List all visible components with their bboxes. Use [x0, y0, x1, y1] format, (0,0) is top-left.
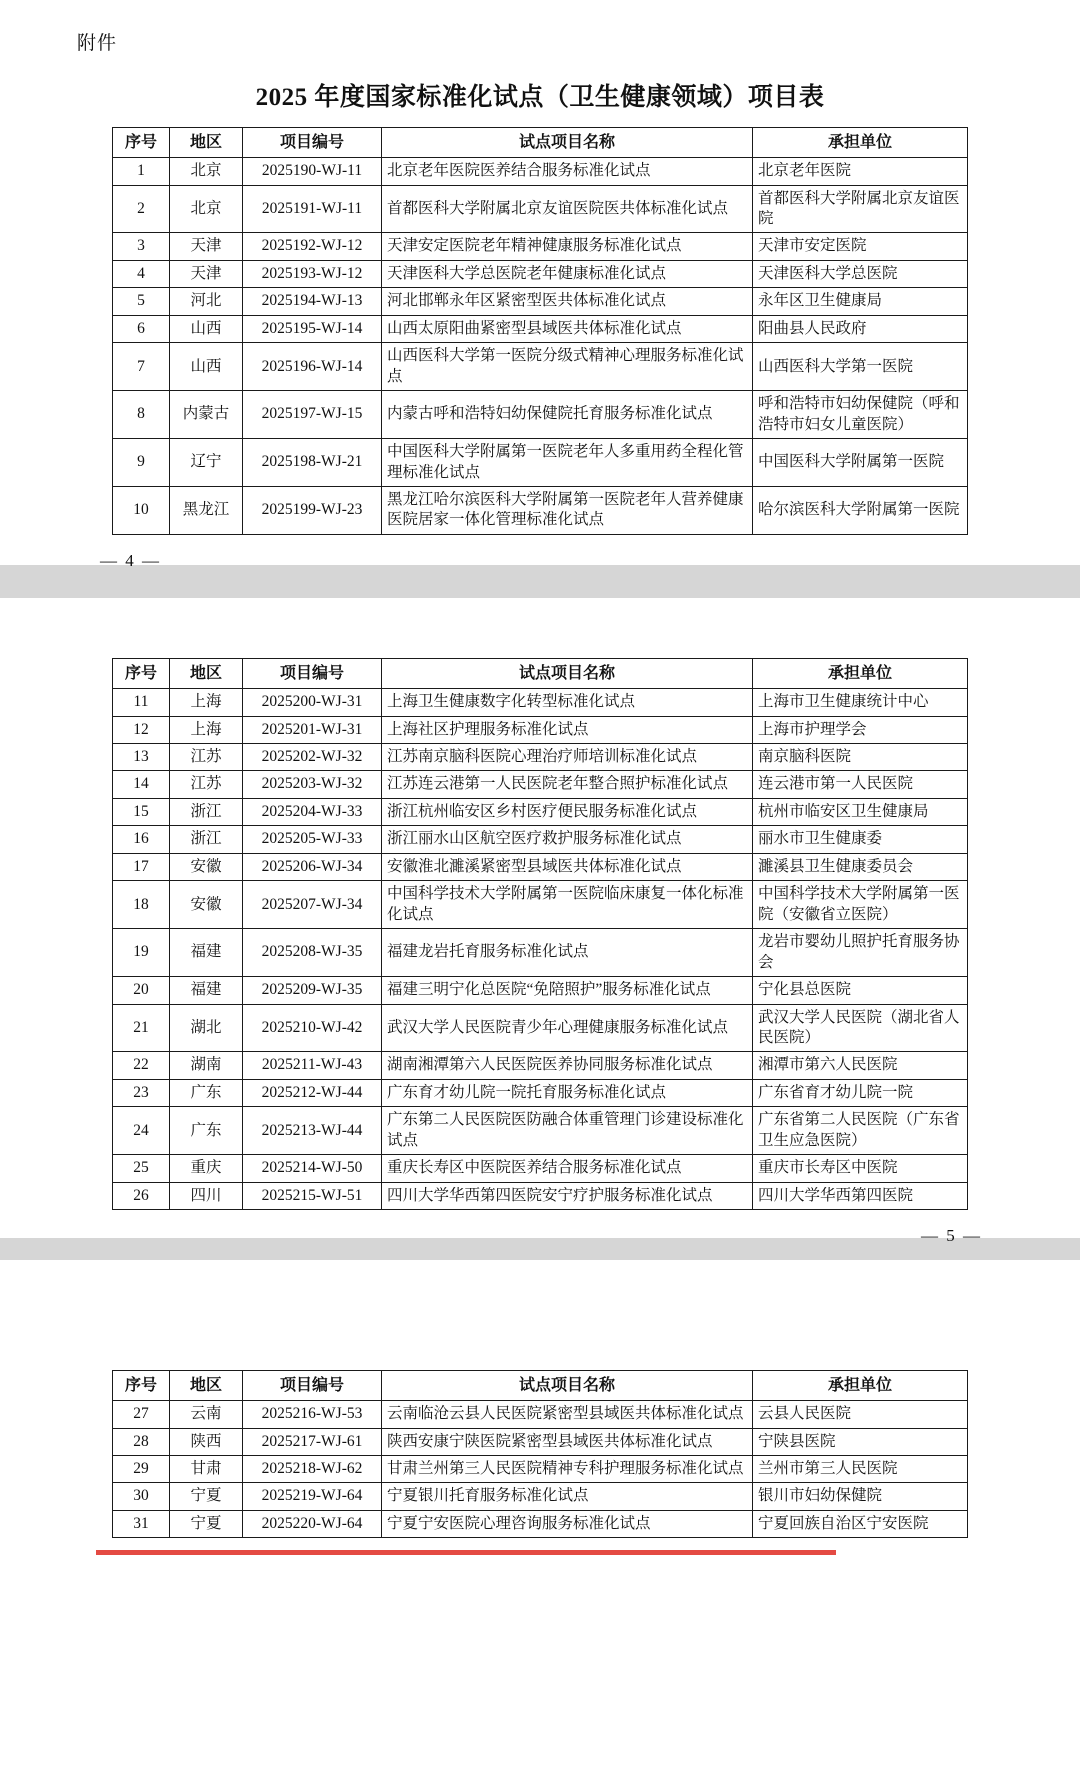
- cell-no: 31: [113, 1510, 170, 1537]
- cell-no: 12: [113, 716, 170, 743]
- table-row: [113, 853, 968, 880]
- cell-code: 2025219-WJ-64: [243, 1483, 382, 1510]
- column-header-code: 项目编号: [243, 1371, 382, 1401]
- table-row: [113, 1428, 968, 1455]
- cell-code: 2025216-WJ-53: [243, 1401, 382, 1428]
- cell-region: 浙江: [170, 798, 243, 825]
- cell-org: 兰州市第三人民医院: [753, 1456, 968, 1483]
- cell-no: 20: [113, 977, 170, 1004]
- cell-org: 宁化县总医院: [753, 977, 968, 1004]
- table-row: [113, 487, 968, 535]
- cell-code: 2025193-WJ-12: [243, 260, 382, 287]
- cell-name: 河北邯郸永年区紧密型医共体标准化试点: [382, 288, 753, 315]
- cell-org: 山西医科大学第一医院: [753, 343, 968, 391]
- cell-name: 江苏连云港第一人民医院老年整合照护标准化试点: [382, 771, 753, 798]
- cell-code: 2025198-WJ-21: [243, 439, 382, 487]
- table-row: [113, 716, 968, 743]
- cell-no: 13: [113, 744, 170, 771]
- cell-region: 天津: [170, 260, 243, 287]
- cell-region: 北京: [170, 185, 243, 233]
- table-body-page-5: [113, 689, 968, 1210]
- cell-code: 2025195-WJ-14: [243, 315, 382, 342]
- cell-no: 25: [113, 1155, 170, 1182]
- cell-region: 湖南: [170, 1052, 243, 1079]
- cell-org: 广东省育才幼儿院一院: [753, 1079, 968, 1106]
- cell-org: 银川市妇幼保健院: [753, 1483, 968, 1510]
- cell-no: 24: [113, 1107, 170, 1155]
- cell-name: 中国医科大学附属第一医院老年人多重用药全程化管理标准化试点: [382, 439, 753, 487]
- cell-name: 广东育才幼儿院一院托育服务标准化试点: [382, 1079, 753, 1106]
- cell-code: 2025197-WJ-15: [243, 391, 382, 439]
- cell-org: 中国科学技术大学附属第一医院（安徽省立医院）: [753, 881, 968, 929]
- cell-code: 2025210-WJ-42: [243, 1004, 382, 1052]
- cell-region: 安徽: [170, 881, 243, 929]
- cell-org: 丽水市卫生健康委: [753, 826, 968, 853]
- table-row: [113, 315, 968, 342]
- table-row: [113, 288, 968, 315]
- table-row: [113, 1107, 968, 1155]
- column-header-name: 试点项目名称: [382, 659, 753, 689]
- cell-region: 四川: [170, 1182, 243, 1209]
- cell-no: 28: [113, 1428, 170, 1455]
- column-header-region: 地区: [170, 1371, 243, 1401]
- cell-org: 上海市护理学会: [753, 716, 968, 743]
- cell-no: 19: [113, 929, 170, 977]
- cell-org: 南京脑科医院: [753, 744, 968, 771]
- cell-name: 天津医科大学总医院老年健康标准化试点: [382, 260, 753, 287]
- cell-code: 2025192-WJ-12: [243, 233, 382, 260]
- cell-no: 8: [113, 391, 170, 439]
- cell-code: 2025200-WJ-31: [243, 689, 382, 716]
- cell-region: 福建: [170, 977, 243, 1004]
- cell-no: 1: [113, 158, 170, 185]
- cell-no: 17: [113, 853, 170, 880]
- cell-org: 武汉大学人民医院（湖北省人民医院）: [753, 1004, 968, 1052]
- column-header-name: 试点项目名称: [382, 1371, 753, 1401]
- cell-region: 浙江: [170, 826, 243, 853]
- cell-code: 2025204-WJ-33: [243, 798, 382, 825]
- table-row: [113, 1401, 968, 1428]
- cell-code: 2025206-WJ-34: [243, 853, 382, 880]
- cell-region: 宁夏: [170, 1483, 243, 1510]
- cell-code: 2025199-WJ-23: [243, 487, 382, 535]
- cell-name: 安徽淮北濉溪紧密型县域医共体标准化试点: [382, 853, 753, 880]
- cell-name: 江苏南京脑科医院心理治疗师培训标准化试点: [382, 744, 753, 771]
- cell-org: 龙岩市婴幼儿照护托育服务协会: [753, 929, 968, 977]
- cell-code: 2025215-WJ-51: [243, 1182, 382, 1209]
- table-row: [113, 798, 968, 825]
- cell-region: 辽宁: [170, 439, 243, 487]
- cell-code: 2025220-WJ-64: [243, 1510, 382, 1537]
- cell-org: 天津市安定医院: [753, 233, 968, 260]
- cell-no: 10: [113, 487, 170, 535]
- cell-org: 连云港市第一人民医院: [753, 771, 968, 798]
- cell-region: 黑龙江: [170, 487, 243, 535]
- cell-name: 广东第二人民医院医防融合体重管理门诊建设标准化试点: [382, 1107, 753, 1155]
- cell-region: 江苏: [170, 771, 243, 798]
- project-table-page-4: [112, 127, 968, 535]
- table-row: [113, 439, 968, 487]
- table-header-row: [113, 659, 968, 689]
- column-header-no: 序号: [113, 128, 170, 158]
- cell-org: 阳曲县人民政府: [753, 315, 968, 342]
- cell-name: 云南临沧云县人民医院紧密型县域医共体标准化试点: [382, 1401, 753, 1428]
- cell-name: 天津安定医院老年精神健康服务标准化试点: [382, 233, 753, 260]
- cell-name: 宁夏银川托育服务标准化试点: [382, 1483, 753, 1510]
- table-row: [113, 343, 968, 391]
- table-row: [113, 977, 968, 1004]
- cell-code: 2025214-WJ-50: [243, 1155, 382, 1182]
- column-header-code: 项目编号: [243, 659, 382, 689]
- column-header-region: 地区: [170, 128, 243, 158]
- cell-no: 21: [113, 1004, 170, 1052]
- column-header-no: 序号: [113, 1371, 170, 1401]
- cell-no: 4: [113, 260, 170, 287]
- cell-code: 2025217-WJ-61: [243, 1428, 382, 1455]
- project-table-page-6: [112, 1370, 968, 1538]
- table-row: [113, 1182, 968, 1209]
- document-page-5: [0, 598, 1080, 1246]
- cell-name: 内蒙古呼和浩特妇幼保健院托育服务标准化试点: [382, 391, 753, 439]
- cell-name: 上海社区护理服务标准化试点: [382, 716, 753, 743]
- attachment-label: 附件: [77, 33, 118, 54]
- cell-code: 2025194-WJ-13: [243, 288, 382, 315]
- cell-org: 广东省第二人民医院（广东省卫生应急医院）: [753, 1107, 968, 1155]
- document-page-4: [0, 0, 1080, 570]
- cell-name: 中国科学技术大学附属第一医院临床康复一体化标准化试点: [382, 881, 753, 929]
- cell-name: 宁夏宁安医院心理咨询服务标准化试点: [382, 1510, 753, 1537]
- document-page-6: [0, 1260, 1080, 1779]
- table-header-row: [113, 1371, 968, 1401]
- cell-no: 5: [113, 288, 170, 315]
- cell-no: 22: [113, 1052, 170, 1079]
- table-row: [113, 1456, 968, 1483]
- cell-code: 2025213-WJ-44: [243, 1107, 382, 1155]
- cell-region: 甘肃: [170, 1456, 243, 1483]
- cell-region: 山西: [170, 315, 243, 342]
- cell-no: 9: [113, 439, 170, 487]
- cell-region: 陕西: [170, 1428, 243, 1455]
- table-row: [113, 1155, 968, 1182]
- cell-no: 23: [113, 1079, 170, 1106]
- cell-region: 重庆: [170, 1155, 243, 1182]
- cell-org: 重庆市长寿区中医院: [753, 1155, 968, 1182]
- cell-org: 哈尔滨医科大学附属第一医院: [753, 487, 968, 535]
- cell-region: 河北: [170, 288, 243, 315]
- cell-org: 四川大学华西第四医院: [753, 1182, 968, 1209]
- cell-name: 北京老年医院医养结合服务标准化试点: [382, 158, 753, 185]
- cell-region: 湖北: [170, 1004, 243, 1052]
- table-row: [113, 771, 968, 798]
- column-header-region: 地区: [170, 659, 243, 689]
- table-row: [113, 929, 968, 977]
- table-row: [113, 1079, 968, 1106]
- cell-org: 云县人民医院: [753, 1401, 968, 1428]
- cell-org: 宁夏回族自治区宁安医院: [753, 1510, 968, 1537]
- cell-name: 福建三明宁化总医院“免陪照护”服务标准化试点: [382, 977, 753, 1004]
- table-body-page-6: [113, 1401, 968, 1538]
- cell-code: 2025218-WJ-62: [243, 1456, 382, 1483]
- cell-code: 2025202-WJ-32: [243, 744, 382, 771]
- table-row: [113, 826, 968, 853]
- cell-no: 16: [113, 826, 170, 853]
- cell-code: 2025205-WJ-33: [243, 826, 382, 853]
- page-number-4: — 4 —: [100, 550, 161, 570]
- cell-name: 浙江杭州临安区乡村医疗便民服务标准化试点: [382, 798, 753, 825]
- table-header-row: [113, 128, 968, 158]
- cell-region: 山西: [170, 343, 243, 391]
- cell-region: 北京: [170, 158, 243, 185]
- cell-region: 宁夏: [170, 1510, 243, 1537]
- cell-no: 2: [113, 185, 170, 233]
- cell-name: 上海卫生健康数字化转型标准化试点: [382, 689, 753, 716]
- cell-region: 安徽: [170, 853, 243, 880]
- cell-org: 上海市卫生健康统计中心: [753, 689, 968, 716]
- page-title: 2025 年度国家标准化试点（卫生健康领域）项目表: [255, 84, 825, 111]
- cell-code: 2025211-WJ-43: [243, 1052, 382, 1079]
- highlight-underline-row-28: [96, 1550, 836, 1555]
- cell-name: 重庆长寿区中医院医养结合服务标准化试点: [382, 1155, 753, 1182]
- cell-region: 上海: [170, 689, 243, 716]
- table-row: [113, 1004, 968, 1052]
- table-row: [113, 689, 968, 716]
- cell-code: 2025190-WJ-11: [243, 158, 382, 185]
- cell-org: 湘潭市第六人民医院: [753, 1052, 968, 1079]
- cell-name: 黑龙江哈尔滨医科大学附属第一医院老年人营养健康医院居家一体化管理标准化试点: [382, 487, 753, 535]
- column-header-name: 试点项目名称: [382, 128, 753, 158]
- column-header-org: 承担单位: [753, 128, 968, 158]
- cell-org: 杭州市临安区卫生健康局: [753, 798, 968, 825]
- cell-no: 14: [113, 771, 170, 798]
- column-header-code: 项目编号: [243, 128, 382, 158]
- table-row: [113, 881, 968, 929]
- cell-region: 上海: [170, 716, 243, 743]
- cell-no: 30: [113, 1483, 170, 1510]
- cell-name: 陕西安康宁陕医院紧密型县域医共体标准化试点: [382, 1428, 753, 1455]
- cell-code: 2025212-WJ-44: [243, 1079, 382, 1106]
- cell-no: 29: [113, 1456, 170, 1483]
- cell-region: 广东: [170, 1107, 243, 1155]
- cell-org: 永年区卫生健康局: [753, 288, 968, 315]
- cell-no: 18: [113, 881, 170, 929]
- cell-code: 2025201-WJ-31: [243, 716, 382, 743]
- cell-name: 福建龙岩托育服务标准化试点: [382, 929, 753, 977]
- cell-code: 2025203-WJ-32: [243, 771, 382, 798]
- cell-org: 首都医科大学附属北京友谊医院: [753, 185, 968, 233]
- cell-name: 武汉大学人民医院青少年心理健康服务标准化试点: [382, 1004, 753, 1052]
- cell-code: 2025196-WJ-14: [243, 343, 382, 391]
- cell-region: 江苏: [170, 744, 243, 771]
- page-number-5: — 5 —: [921, 1226, 982, 1246]
- cell-name: 山西医科大学第一医院分级式精神心理服务标准化试点: [382, 343, 753, 391]
- cell-name: 湖南湘潭第六人民医院医养协同服务标准化试点: [382, 1052, 753, 1079]
- table-body-page-4: [113, 158, 968, 535]
- cell-no: 26: [113, 1182, 170, 1209]
- cell-code: 2025209-WJ-35: [243, 977, 382, 1004]
- cell-org: 天津医科大学总医院: [753, 260, 968, 287]
- cell-name: 四川大学华西第四医院安宁疗护服务标准化试点: [382, 1182, 753, 1209]
- cell-region: 云南: [170, 1401, 243, 1428]
- cell-name: 甘肃兰州第三人民医院精神专科护理服务标准化试点: [382, 1456, 753, 1483]
- cell-org: 呼和浩特市妇幼保健院（呼和浩特市妇女儿童医院）: [753, 391, 968, 439]
- cell-region: 福建: [170, 929, 243, 977]
- cell-org: 宁陕县医院: [753, 1428, 968, 1455]
- table-row: [113, 1510, 968, 1537]
- project-table-page-5: [112, 658, 968, 1210]
- cell-region: 天津: [170, 233, 243, 260]
- cell-code: 2025207-WJ-34: [243, 881, 382, 929]
- cell-no: 11: [113, 689, 170, 716]
- cell-no: 3: [113, 233, 170, 260]
- cell-org: 中国医科大学附属第一医院: [753, 439, 968, 487]
- cell-no: 27: [113, 1401, 170, 1428]
- cell-org: 北京老年医院: [753, 158, 968, 185]
- cell-name: 山西太原阳曲紧密型县域医共体标准化试点: [382, 315, 753, 342]
- cell-name: 浙江丽水山区航空医疗救护服务标准化试点: [382, 826, 753, 853]
- cell-region: 广东: [170, 1079, 243, 1106]
- column-header-org: 承担单位: [753, 1371, 968, 1401]
- table-row: [113, 744, 968, 771]
- cell-no: 7: [113, 343, 170, 391]
- table-row: [113, 1052, 968, 1079]
- table-row: [113, 260, 968, 287]
- cell-region: 内蒙古: [170, 391, 243, 439]
- cell-name: 首都医科大学附属北京友谊医院医共体标准化试点: [382, 185, 753, 233]
- table-row: [113, 1483, 968, 1510]
- table-row: [113, 391, 968, 439]
- cell-org: 濉溪县卫生健康委员会: [753, 853, 968, 880]
- cell-code: 2025191-WJ-11: [243, 185, 382, 233]
- table-row: [113, 158, 968, 185]
- cell-code: 2025208-WJ-35: [243, 929, 382, 977]
- cell-no: 6: [113, 315, 170, 342]
- table-row: [113, 233, 968, 260]
- column-header-org: 承担单位: [753, 659, 968, 689]
- cell-no: 15: [113, 798, 170, 825]
- table-row: [113, 185, 968, 233]
- column-header-no: 序号: [113, 659, 170, 689]
